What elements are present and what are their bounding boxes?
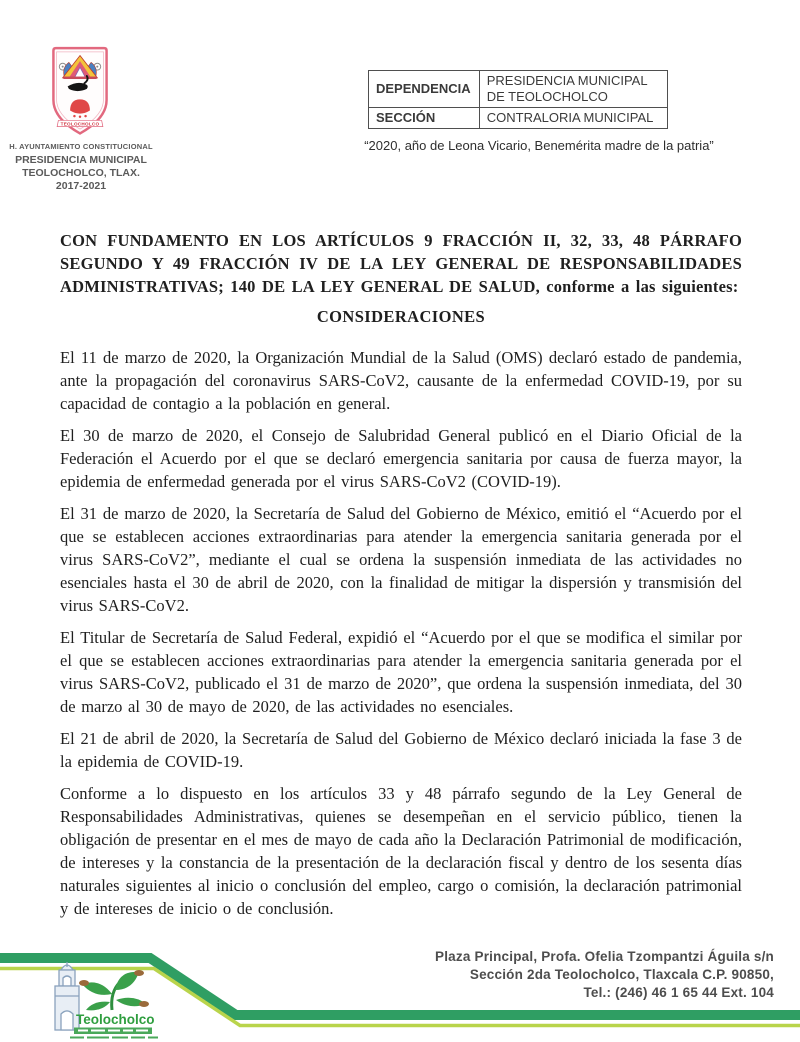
address-line-1: Plaza Principal, Profa. Ofelia Tzompantzi Águila s/n: [435, 949, 774, 964]
section-title: CONSIDERACIONES: [316, 307, 486, 326]
info-table-row-dependencia: [369, 71, 668, 108]
info-table-label: DEPENDENCIA: [369, 71, 480, 108]
municipal-coat-of-arms-icon: [46, 45, 114, 139]
crest-caption-line2: PRESIDENCIA MUNICIPAL: [15, 154, 147, 166]
crest-dome-dot: [84, 115, 86, 117]
paragraph-5: El 21 de abril de 2020, la Secretaría de Salud del Gobierno de México declaró iniciada la fase 3 de la epidemia de COVID-19.: [60, 729, 742, 771]
paragraph-1: El 11 de marzo de 2020, la Organización Mundial de la Salud (OMS) declaró estado de pandemia, ante la propagación del coronavirus SARS-CoV2, causante de la enfermedad COVID-19, por su capacidad de contagio a la población en general.: [60, 348, 742, 413]
info-table-value: CONTRALORIA MUNICIPAL: [479, 108, 667, 129]
crest-caption: [5, 140, 157, 193]
annual-motto: “2020, año de Leona Vicario, Benemérita madre de la patria”: [364, 138, 714, 153]
crest-banner-text: TEOLOCHOLCO: [60, 121, 100, 127]
plant-leaves-icon: [79, 970, 149, 1010]
paragraph-3: El 31 de marzo de 2020, la Secretaría de Salud del Gobierno de México, emitió el “Acuerdo por el que se establecen acciones extraordinarias para atender la emergencia sanitaria generada por el virus SARS-CoV2”, mediante el cual se ordena la suspensión inmediata de las actividades no esenciales hasta el 30 de abril de 2020, con la finalidad de mitigar la dispersión y transmisión del virus SARS-CoV2.: [60, 504, 742, 615]
crest-dome-dot: [79, 115, 81, 117]
info-table-value: PRESIDENCIA MUNICIPAL DE TEOLOCHOLCO: [479, 71, 667, 108]
footer-logo-bars: [70, 1028, 158, 1039]
footer-address: [354, 948, 774, 1002]
address-line-3: Tel.: (246) 46 1 65 44 Ext. 104: [583, 985, 774, 1000]
paragraph-4: El Titular de Secretaría de Salud Federal, expidió el “Acuerdo por el que se modifica el similar por el que se establecen acciones extraordinarias para atender la emergencia sanitaria generada por el virus SARS-CoV2, publicado el 31 de marzo de 2020”, que ordena la suspensión inmediata, del 30 de marzo al 30 de mayo de 2020, de las actividades no esenciales.: [60, 628, 742, 716]
crest-caption-line4: 2017-2021: [55, 180, 107, 192]
footer-logo-text: Teolocholco: [76, 1012, 155, 1027]
crest-headdress-base: [63, 77, 96, 79]
paragraph-2: El 30 de marzo de 2020, el Consejo de Salubridad General publicó en el Diario Oficial de la Federación el Acuerdo por el que se declaró emergencia sanitaria por causa de fuerza mayor, la epidemia de enfermedad generada por el virus SARS-CoV2 (COVID-19).: [60, 426, 742, 491]
document-body: [60, 229, 742, 920]
crest-dome-dot: [73, 115, 75, 117]
crest-ring-left-dot: [62, 66, 64, 68]
address-line-2: Sección 2da Teolocholco, Tlaxcala C.P. 90850,: [469, 967, 774, 982]
info-table-row-seccion: [369, 108, 668, 129]
paragraph-6: Conforme a lo dispuesto en los artículos 33 y 48 párrafo segundo de la Ley General de Responsabilidades Administrativas, quienes se desempeñan en el servicio público, tienen la obligación de presentar en el mes de mayo de cada año la Declaración Patrimonial de modificación, de intereses y la constancia de la presentación de la declaración fiscal y dentro de los sesenta días naturales siguientes al inicio o conclusión del empleo, cargo o comisión, la declaración patrimonial y de intereses de inicio o de conclusión.: [60, 784, 742, 918]
crest-caption-line3: TEOLOCHOLCO, TLAX.: [22, 167, 140, 179]
crest-caption-line1: H. AYUNTAMIENTO CONSTITUCIONAL: [9, 142, 153, 151]
legal-heading: CON FUNDAMENTO EN LOS ARTÍCULOS 9 FRACCIÓN II, 32, 33, 48 PÁRRAFO SEGUNDO Y 49 FRACCIÓN IV DE LA LEY GENERAL DE RESPONSABILIDADES ADMINISTRATIVAS; 140 DE LA LEY GENERAL DE SALUD, conforme a las siguientes:: [60, 231, 742, 296]
info-table-label: SECCIÓN: [369, 108, 480, 129]
crest-ring-right-dot: [96, 66, 98, 68]
header-info-table: [368, 70, 668, 129]
footer-logo: [40, 962, 190, 1040]
